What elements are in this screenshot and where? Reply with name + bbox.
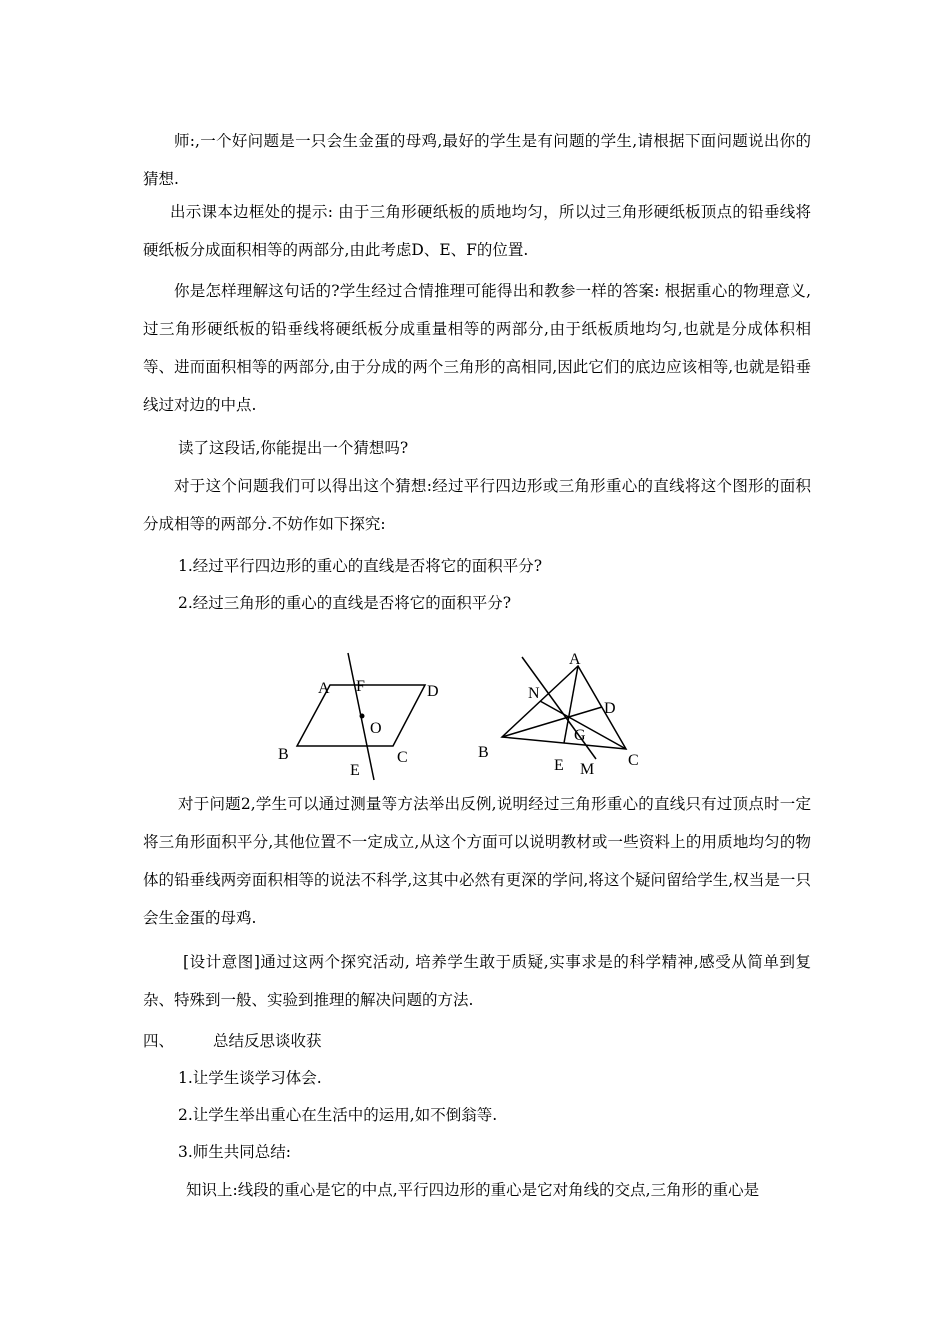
question-1: 1.经过平行四边形的重心的直线是否将它的面积平分? — [178, 557, 543, 575]
section-heading: 总结反思谈收获 — [213, 1032, 322, 1050]
label-c: C — [628, 752, 639, 769]
label-f: F — [356, 678, 365, 695]
summary-item-2: 2.让学生举出重心在生活中的运用,如不倒翁等. — [178, 1106, 498, 1124]
paragraph-conjecture-question: 读了这段话,你能提出一个猜想吗? — [178, 439, 409, 457]
label-d: D — [604, 700, 616, 717]
summary-item-1: 1.让学生谈学习体会. — [178, 1069, 322, 1087]
summary-knowledge: 知识上:线段的重心是它的中点,平行四边形的重心是它对角线的交点,三角形的重心是 — [186, 1181, 760, 1199]
paragraph-design-intent: [设计意图]通过这两个探究活动, 培养学生敢于质疑,实事求是的科学精神,感受从简单到复杂、特殊到一般、实验到推理的解决问题的方法. — [143, 953, 811, 1009]
section-number: 四、 — [143, 1032, 175, 1050]
label-o: O — [370, 720, 382, 737]
summary-item-3: 3.师生共同总结: — [178, 1143, 292, 1161]
paragraph-teacher-intro: 师:,一个好问题是一只会生金蛋的母鸡,最好的学生是有问题的学生,请根据下面问题说出你的猜想. — [143, 132, 811, 188]
paragraph-textbook-hint: 出示课本边框处的提示: 由于三角形硬纸板的质地均匀，所以过三角形硬纸板顶点的铅垂线将硬纸板分成面积相等的两部分,由此考虑D、E、F的位置. — [143, 203, 811, 259]
label-b: B — [478, 744, 489, 761]
figure-triangle — [470, 645, 670, 785]
label-e: E — [350, 762, 360, 779]
paragraph-conjecture: 对于这个问题我们可以得出这个猜想:经过平行四边形或三角形重心的直线将这个图形的面积分成相等的两部分.不妨作如下探究: — [143, 477, 811, 533]
question-2: 2.经过三角形的重心的直线是否将它的面积平分? — [178, 594, 512, 612]
label-e: E — [554, 757, 564, 774]
label-a: A — [318, 680, 330, 697]
label-m: M — [580, 761, 595, 778]
point-o — [360, 714, 365, 719]
figure-parallelogram — [270, 645, 460, 785]
paragraph-counterexample: 对于问题2,学生可以通过测量等方法举出反例,说明经过三角形重心的直线只有过顶点时一定将三角形面积平分,其他位置不一定成立,从这个方面可以说明教材或一些资料上的用质地均匀的物体的铅垂线两旁面积相等的说法不科学,这其中必然有更深的学问,将这个疑问留给学生,权当是一只会生金蛋的母鸡. — [143, 795, 811, 927]
label-d: D — [427, 683, 439, 700]
label-b: B — [278, 746, 289, 763]
label-n: N — [528, 685, 540, 702]
paragraph-student-reasoning: 你是怎样理解这句话的?学生经过合情推理可能得出和教参一样的答案: 根据重心的物理意义,过三角形硬纸板的铅垂线将硬纸板分成重量相等的两部分,由于纸板质地均匀,也就是分成体积相等、进而面积相等的两部分,由于分成的两个三角形的高相同,因此它们的底边应该相等,也就是铅垂线过对边的中点. — [143, 282, 811, 414]
label-g: G — [574, 727, 586, 744]
label-c: C — [397, 749, 408, 766]
label-a: A — [569, 651, 581, 668]
